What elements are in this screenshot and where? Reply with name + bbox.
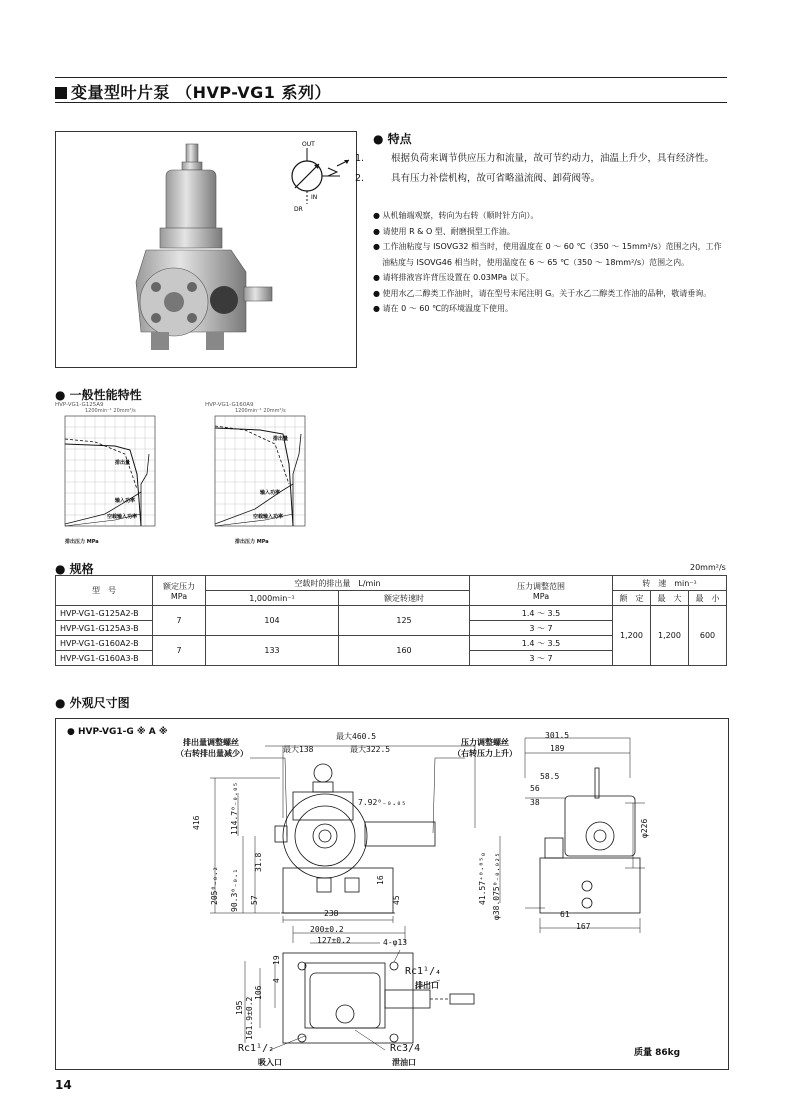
discharge-screw-label: 排出量调整螺丝 <box>183 738 239 747</box>
chart-2-power-label: 输入功率 <box>260 490 281 496</box>
note-item: ● 使用水乙二醇类工作油时，请在型号末尾注明 G。关于水乙二醇类工作油的品种，敬请垂询。 <box>373 288 712 298</box>
feature-item: 1. 根据负荷来调节供应压力和流量，故可节约动力，油温上升少，具有经济性。 <box>355 153 715 164</box>
dim-114-7: 114.7⁰₋₀.₀₅ <box>230 782 239 835</box>
chart-2-title: HVP-VG1-G160A9 <box>205 402 254 408</box>
mass-label: 质量 86kg <box>634 1048 681 1058</box>
discharge-screw-note: （右转排出量减少） <box>176 749 248 758</box>
chart-2-discharge-label: 排出量 <box>273 436 289 442</box>
spec-header-flow: 空载时的排出量 L/min <box>206 576 470 591</box>
note-item: ● 工作油粘度与 ISOVG32 相当时，使用温度在 0 ～ 60 ℃（350 ～ 15mm²/s）范围之内，工作油粘度与 ISOVG46 相当时，使用温度在 6 ～ 65 ℃（350 ～ 18mm²/s）范围之内。 <box>373 242 722 267</box>
page-number: 14 <box>55 1078 72 1092</box>
symbol-out-label: OUT <box>302 141 315 148</box>
dim-45: 45 <box>392 895 401 905</box>
dim-16: 16 <box>376 875 385 885</box>
note-item: ● 请将排液容许背压设置在 0.03MPa 以下。 <box>373 273 534 282</box>
dim-200: 200±0.2 <box>310 925 344 934</box>
dimension-model-label: ● HVP-VG1-G ※ A ※ <box>67 727 168 737</box>
dim-138: 最大138 <box>283 745 314 754</box>
chart-1-xlabel: 排出压力 MPa <box>65 539 99 545</box>
pressure-screw-note: （右转压力上升） <box>453 749 517 758</box>
inlet-port-size: Rc1¹/₂ <box>238 1043 275 1054</box>
dim-195: 195 <box>235 1000 244 1015</box>
symbol-dr-label: DR <box>294 206 303 212</box>
dim-38: 38 <box>530 798 540 807</box>
holes-label: 4-φ13 <box>383 938 408 947</box>
chart-1-discharge-label: 排出量 <box>115 460 131 466</box>
dim-416: 416 <box>192 815 201 830</box>
notes-list <box>373 208 728 317</box>
outlet-label: 排出口 <box>415 981 439 990</box>
hydraulic-symbol-icon <box>285 140 355 212</box>
performance-chart-1 <box>55 402 170 552</box>
dim-161-9: 161.9±0.2 <box>245 996 254 1040</box>
spec-heading: ● 规格 <box>55 562 94 576</box>
chart-2-noload-label: 空载输入功率 <box>253 514 284 520</box>
spec-unit: 20mm²/s <box>690 563 726 572</box>
chart-1-power-label: 输入功率 <box>115 498 136 504</box>
pressure-screw-label: 压力调整螺丝 <box>461 738 509 747</box>
dim-57: 57 <box>250 895 259 905</box>
title-rule <box>55 102 727 103</box>
page-title: 变量型叶片泵 （HVP-VG1 系列） <box>55 80 331 103</box>
spec-header-range: 压力调整范围 MPa <box>470 576 613 606</box>
note-item: ● 请使用 R & O 型、耐磨损型工作油。 <box>373 226 515 236</box>
spec-header-flow-1000: 1,000min⁻¹ <box>206 591 339 606</box>
chart-1-title: HVP-VG1-G125A9 <box>55 402 104 408</box>
dim-90-3: 90.3⁰₋₀.₁ <box>230 868 239 912</box>
feature-item: 2. 具有压力补偿机构，故可省略溢流阀、卸荷阀等。 <box>355 173 601 184</box>
chart-1-plot <box>55 414 170 534</box>
table-row: HVP-VG1-G125A2-B 7 104 125 1.4 ～ 3.5 1,200 1,200 600 <box>56 606 727 621</box>
dim-460-5: 最大460.5 <box>336 732 377 741</box>
dimension-drawing <box>55 718 727 1068</box>
table-row: HVP-VG1-G125A3-B 3 ～ 7 <box>56 621 727 636</box>
table-row: HVP-VG1-G160A3-B 3 ～ 7 <box>56 651 727 666</box>
dim-38-075: φ38.075⁰₋₀.₀₂₅ <box>492 852 501 920</box>
symbol-in-label: IN <box>311 194 318 201</box>
chart-2-subtitle: 1200min⁻¹ 20mm²/s <box>235 408 286 414</box>
chart-1-subtitle: 1200min⁻¹ 20mm²/s <box>85 408 136 414</box>
performance-chart-2 <box>205 402 320 552</box>
drain-label: 泄油口 <box>392 1058 416 1067</box>
dim-31-8: 31.8 <box>254 852 263 872</box>
dim-238: 238 <box>324 909 339 918</box>
spec-table <box>55 575 727 666</box>
dim-41-57: 41.57⁺⁰·⁰⁵₀ <box>478 852 487 905</box>
dim-301-5: 301.5 <box>545 731 570 740</box>
outlet-port-size: Rc1¹/₄ <box>405 966 442 977</box>
spec-header-speed: 转 速 min⁻¹ <box>613 576 727 591</box>
performance-heading: ● 一般性能特性 <box>55 388 142 402</box>
inlet-label: 吸入口 <box>258 1058 282 1067</box>
chart-2-plot <box>205 414 320 534</box>
table-row: HVP-VG1-G160A2-B 7 133 160 1.4 ～ 3.5 <box>56 636 727 651</box>
dim-189: 189 <box>550 744 565 753</box>
spec-header-flow-rated: 额定转速时 <box>339 591 470 606</box>
spec-header-pressure: 额定压力 MPa <box>153 576 206 606</box>
note-item: ● 从机轴端观察，转向为右转（顺时针方向）。 <box>373 211 539 220</box>
dim-56: 56 <box>530 784 540 793</box>
dim-322-5: 最大322.5 <box>350 745 391 754</box>
dim-167: 167 <box>576 922 591 931</box>
chart-2-xlabel: 排出压力 MPa <box>235 539 269 545</box>
features-list <box>355 150 728 187</box>
spec-header-rated: 额 定 <box>613 591 651 606</box>
spec-header-model: 型 号 <box>56 576 153 606</box>
features-heading: ● 特点 <box>373 132 412 146</box>
note-item: ● 请在 0 ～ 60 ℃的环境温度下使用。 <box>373 304 513 313</box>
spec-header-max: 最 大 <box>651 591 689 606</box>
drain-port-size: Rc3/4 <box>390 1043 421 1054</box>
dim-127: 127±0.2 <box>317 936 351 945</box>
dim-58-5: 58.5 <box>540 772 560 781</box>
dim-205: 205⁰₋₀.₂ <box>210 866 219 905</box>
dimensions-heading: ● 外观尺寸图 <box>55 696 130 710</box>
dim-19: 19 <box>272 955 281 965</box>
dim-4: 4 <box>272 978 281 983</box>
chart-1-noload-label: 空载输入功率 <box>107 514 138 520</box>
dim-106: 106 <box>254 985 263 1000</box>
dim-226: φ226 <box>640 818 649 838</box>
top-rule <box>55 77 727 78</box>
dim-7-92: 7.92⁰₋₀.₀₅ <box>358 798 407 807</box>
square-bullet-icon <box>55 87 67 99</box>
dim-61: 61 <box>560 910 570 919</box>
spec-header-min: 最 小 <box>689 591 727 606</box>
